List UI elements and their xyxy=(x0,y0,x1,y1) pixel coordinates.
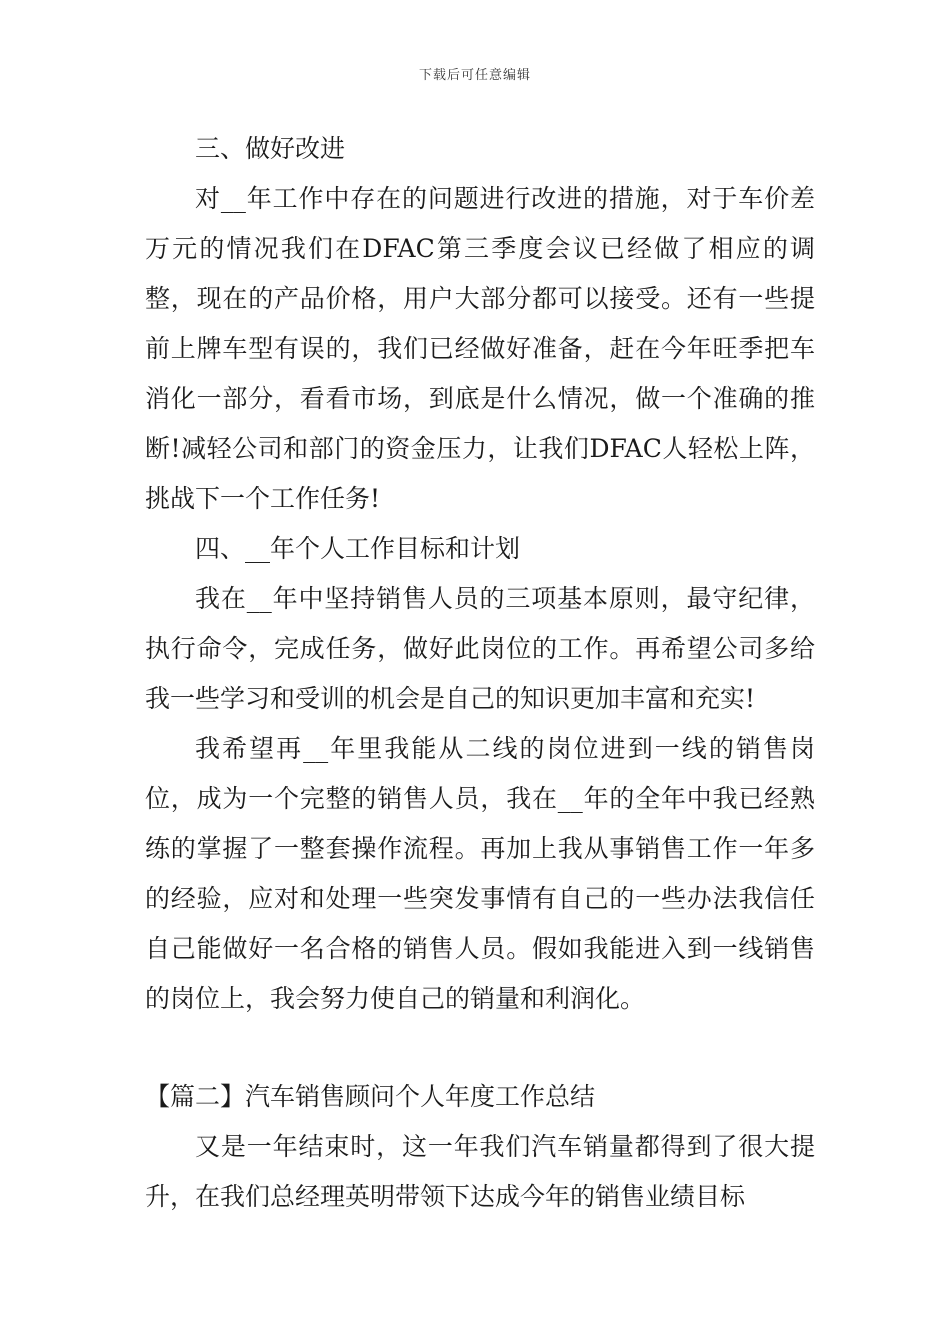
page-header-note: 下载后可任意编辑 xyxy=(418,68,531,83)
article-title-part-two: 【篇二】汽车销售顾问个人年度工作总结 xyxy=(145,1082,596,1111)
document-body xyxy=(145,124,815,1222)
section-heading-improvement: 三、做好改进 xyxy=(195,134,346,163)
paragraph-principles: 我在__年中坚持销售人员的三项基本原则，最守纪律，执行命令，完成任务，做好此岗位的工作。再希望公司多给我一些学习和受训的机会是自己的知识更加丰富和充实! xyxy=(145,584,815,713)
paragraph-opening: 又是一年结束时，这一年我们汽车销量都得到了很大提升，在我们总经理英明带领下达成今年的销售业绩目标 xyxy=(145,1132,815,1211)
section-heading-goals: 四、__年个人工作目标和计划 xyxy=(195,534,521,563)
paragraph-improvement: 对__年工作中存在的问题进行改进的措施，对于车价差万元的情况我们在DFAC第三季度会议已经做了相应的调整，现在的产品价格，用户大部分都可以接受。还有一些提前上牌车型有误的，我们已经做好准备，赶在今年旺季把车消化一部分，看看市场，到底是什么情况，做一个准确的推断!减轻公司和部门的资金压力，让我们DFAC人轻松上阵，挑战下一个工作任务! xyxy=(145,184,815,513)
paragraph-hopes: 我希望再__年里我能从二线的岗位进到一线的销售岗位，成为一个完整的销售人员，我在__年的全年中我已经熟练的掌握了一整套操作流程。再加上我从事销售工作一年多的经验，应对和处理一些突发事情有自己的一些办法我信任自己能做好一名合格的销售人员。假如我能进入到一线销售的岗位上，我会努力使自己的销量和利润化。 xyxy=(145,734,815,1013)
